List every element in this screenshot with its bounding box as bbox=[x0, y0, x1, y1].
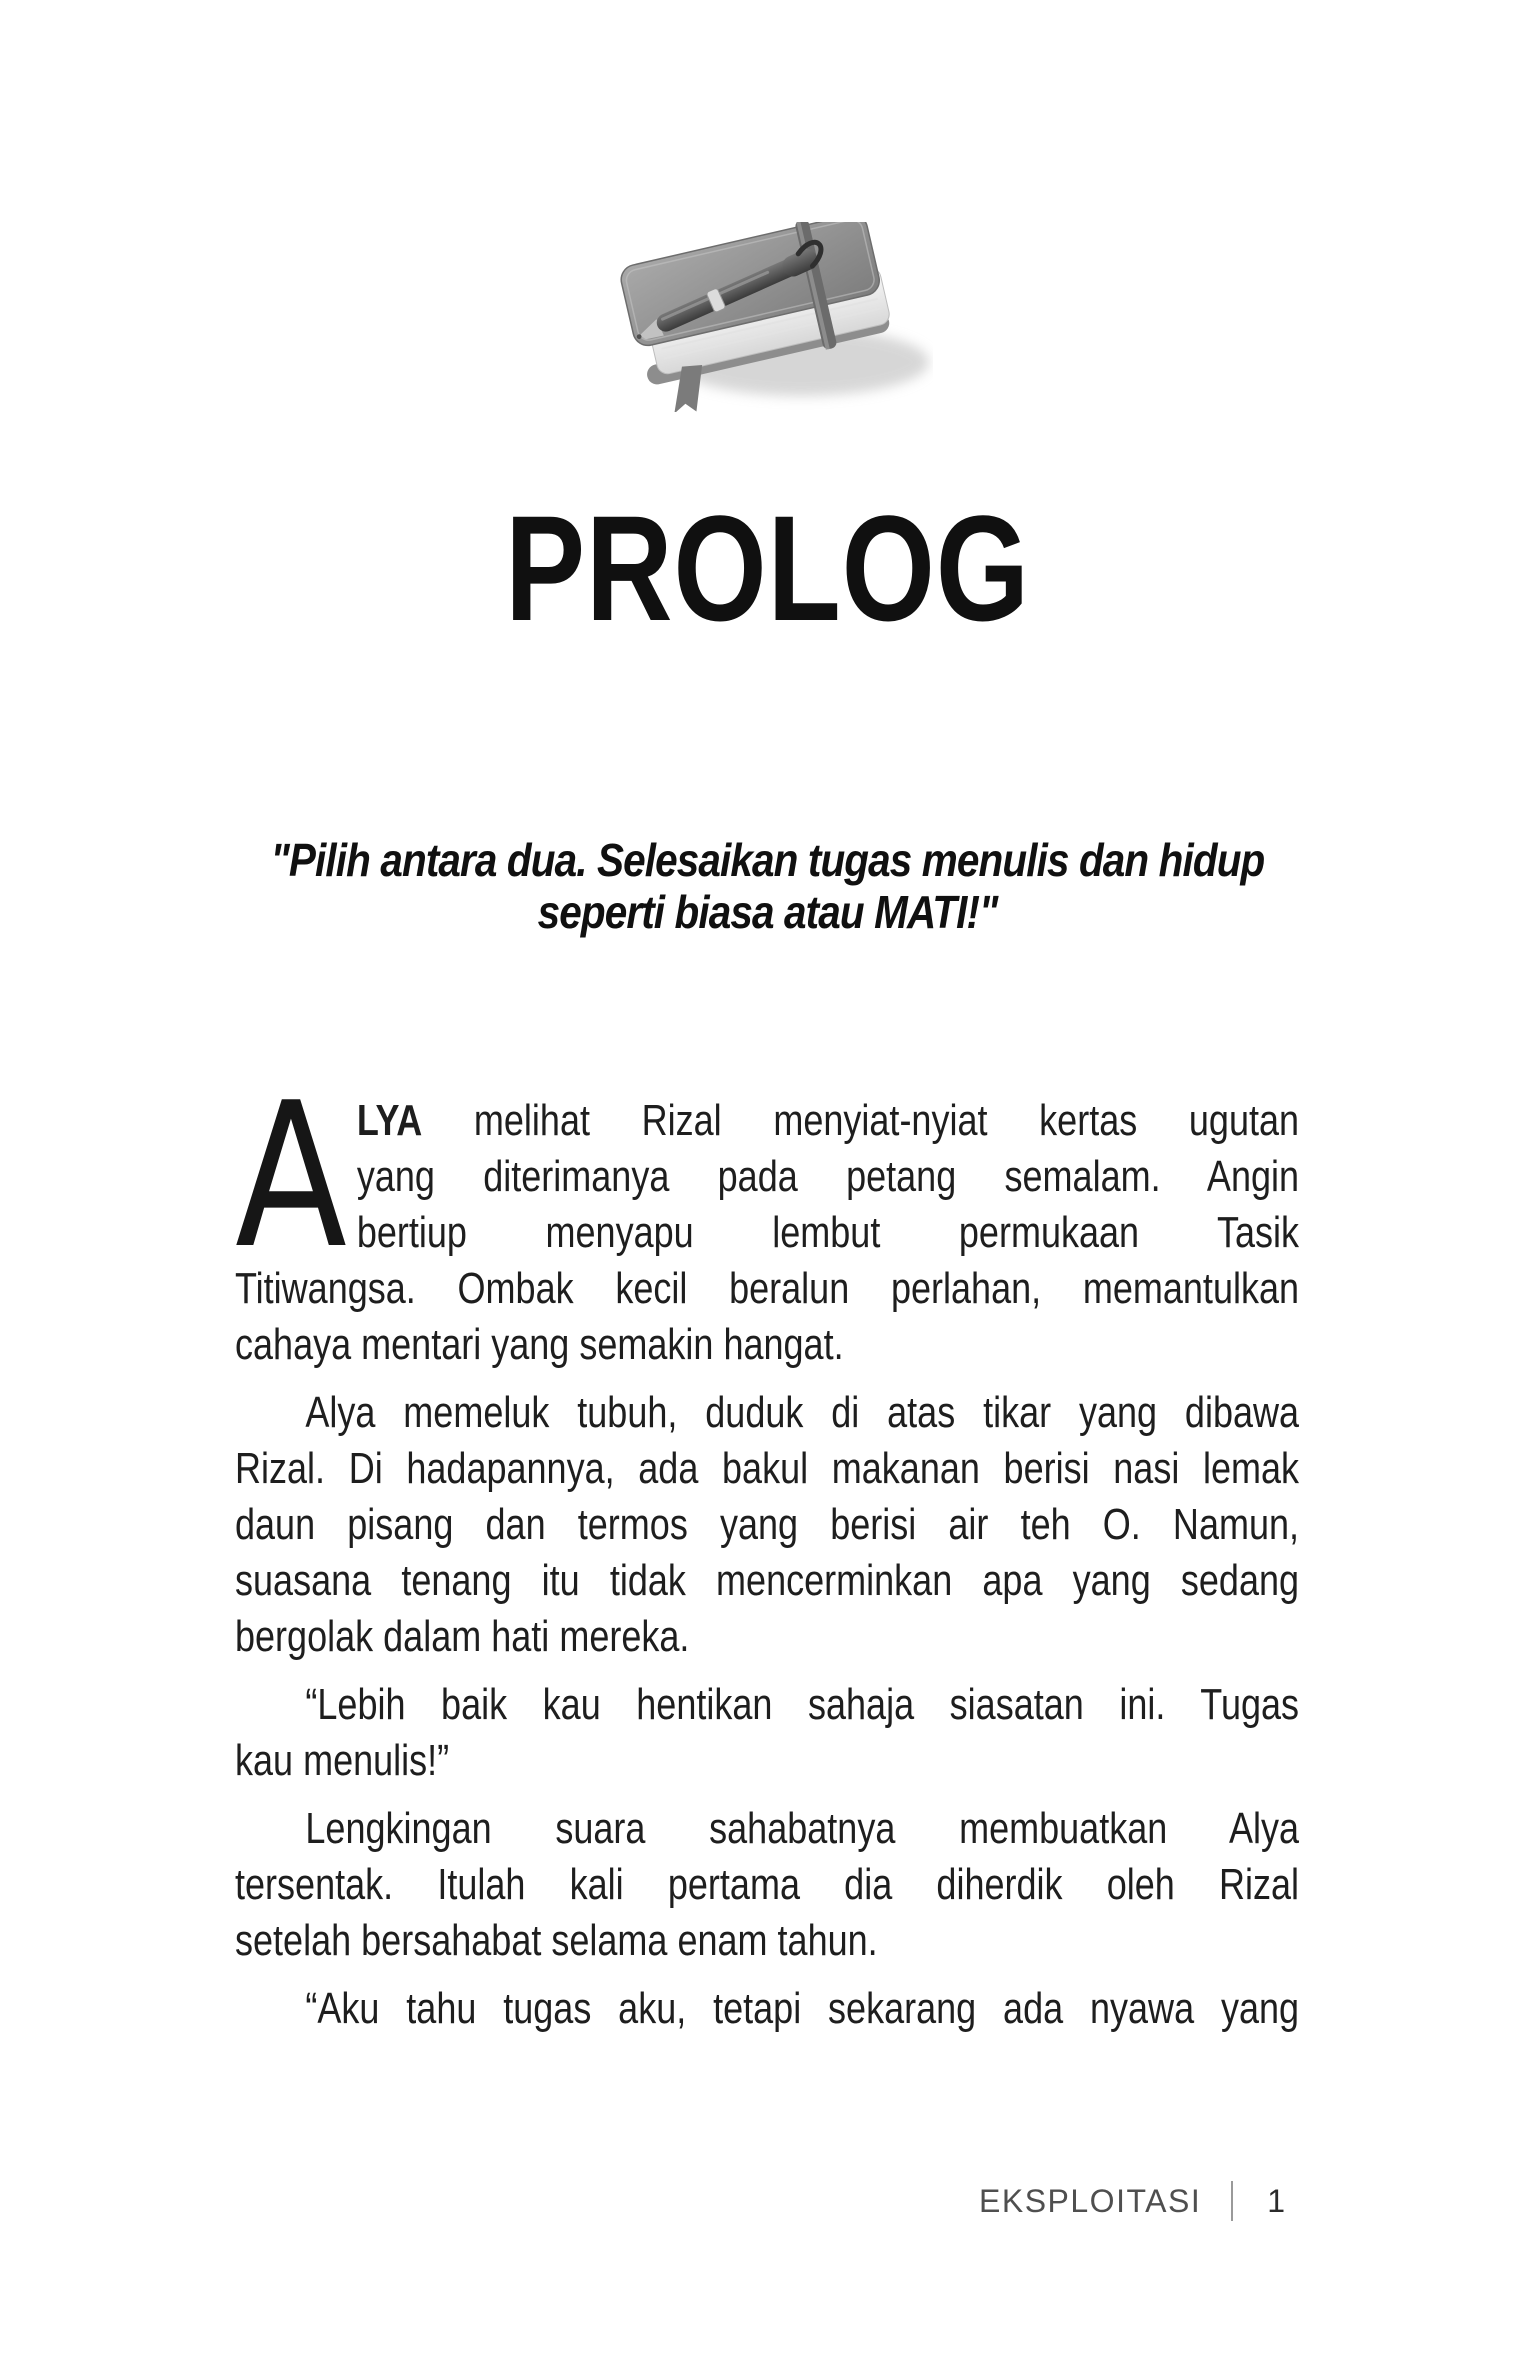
drop-cap: A bbox=[235, 1060, 347, 1293]
paragraph-2 bbox=[235, 1385, 1299, 1665]
text-line: Lengkingan suara sahabatnya membuatkan Alya bbox=[305, 1804, 1300, 1853]
text-line: bergolak dalam hati mereka. bbox=[235, 1612, 690, 1661]
text-line: bertiup menyapu lembut permukaan Tasik bbox=[356, 1208, 1300, 1257]
text-line: cahaya mentari yang semakin hangat. bbox=[235, 1320, 844, 1369]
text-line: yang diterimanya pada petang semalam. Angin bbox=[356, 1152, 1300, 1201]
page-footer bbox=[0, 2179, 1285, 2223]
body-text bbox=[235, 1060, 1300, 2037]
text-line: “Lebih baik kau hentikan sahaja siasatan ini. Tugas bbox=[305, 1680, 1300, 1729]
notebook-pen-icon bbox=[603, 222, 933, 412]
paragraph-3 bbox=[235, 1677, 1299, 1789]
page-title: PROLOG bbox=[505, 484, 1030, 652]
footer-divider bbox=[1231, 2181, 1233, 2221]
epigraph-line: "Pilih antara dua. Selesaikan tugas menulis dan hidup bbox=[270, 834, 1265, 886]
lead-word: LYA bbox=[356, 1096, 423, 1145]
text-line: “Aku tahu tugas aku, tetapi sekarang ada nyawa yang bbox=[305, 1984, 1300, 2033]
text-line: Rizal. Di hadapannya, ada bakul makanan berisi nasi lemak bbox=[235, 1444, 1300, 1493]
epigraph bbox=[92, 834, 1443, 938]
epigraph-line: seperti biasa atau MATI!" bbox=[537, 886, 998, 938]
paragraph-1 bbox=[235, 1060, 1300, 1373]
notebook-illustration bbox=[603, 222, 933, 412]
text-line: suasana tenang itu tidak mencerminkan apa yang sedang bbox=[235, 1556, 1300, 1605]
text-line: Alya memeluk tubuh, duduk di atas tikar yang dibawa bbox=[305, 1388, 1300, 1437]
paragraph-4 bbox=[235, 1801, 1299, 1969]
footer-book-title: EKSPLOITASI bbox=[979, 2183, 1202, 2219]
text-line: tersentak. Itulah kali pertama dia diherdik oleh Rizal bbox=[235, 1860, 1300, 1909]
text-line: Titiwangsa. Ombak kecil beralun perlahan, memantulkan bbox=[235, 1264, 1300, 1313]
text-line: LYA melihat Rizal menyiat-nyiat kertas ugutan bbox=[356, 1096, 1300, 1145]
text-line: kau menulis!” bbox=[235, 1736, 450, 1785]
footer-page-number: 1 bbox=[1267, 2183, 1285, 2219]
text-line: setelah bersahabat selama enam tahun. bbox=[235, 1916, 878, 1965]
text-line: daun pisang dan termos yang berisi air teh O. Namun, bbox=[235, 1500, 1300, 1549]
paragraph-5 bbox=[235, 1981, 1299, 2037]
